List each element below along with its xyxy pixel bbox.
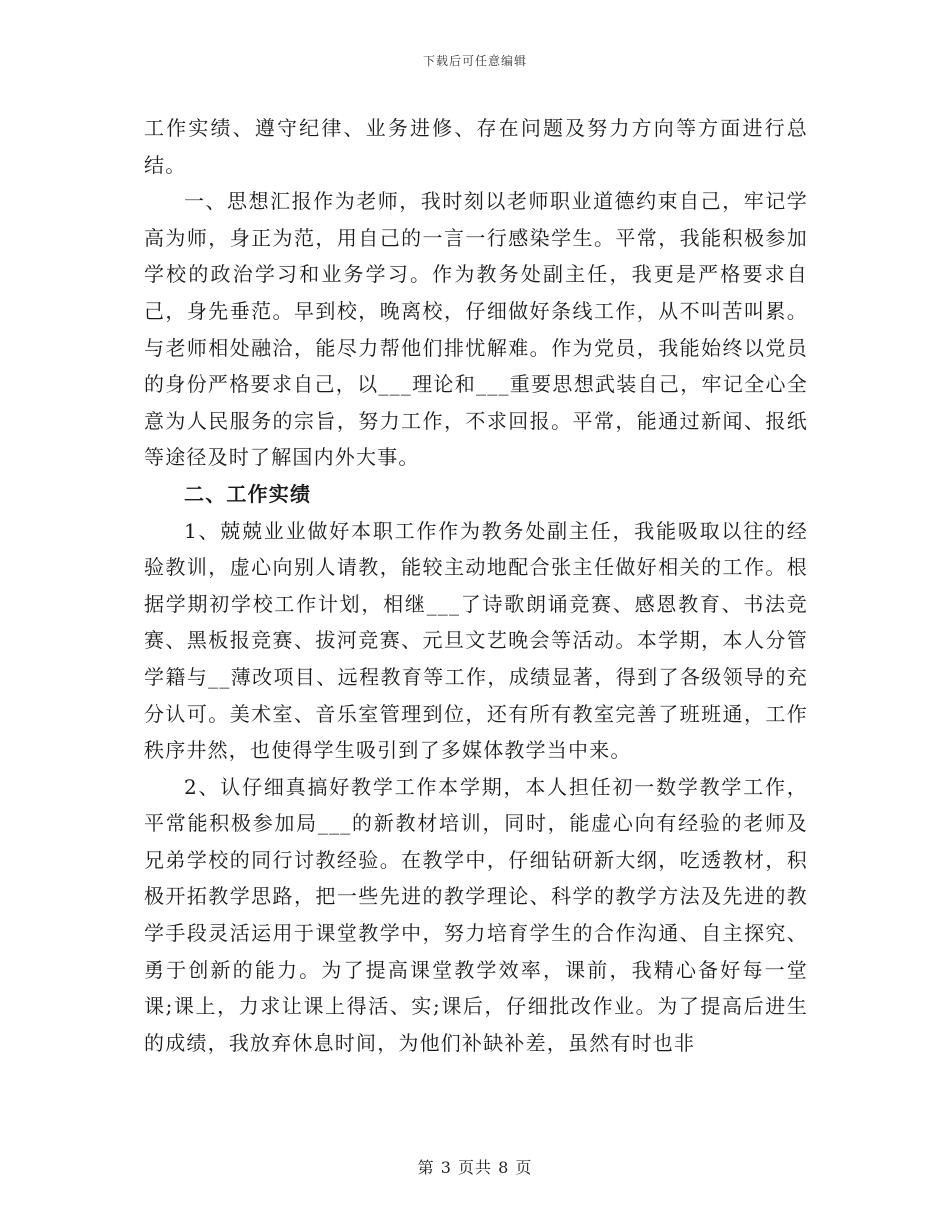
page-header: 下载后可任意编辑 (422, 54, 527, 68)
paragraph-continuation: 工作实绩、遵守纪律、业务进修、存在问题及努力方向等方面进行总结。 (144, 116, 808, 177)
paragraph-ideology-report: 一、思想汇报作为老师，我时刻以老师职业道德约束自己，牢记学高为师，身正为范，用自己的一言一行感染学生。平常，我能积极参加学校的政治学习和业务学习。作为教务处副主任，我更是严格要求自己，身先垂范。早到校，晚离校，仔细做好条线工作，从不叫苦叫累。与老师相处融洽，能尽力帮他们排忧解难。作为党员，我能始终以党员的身份严格要求自己，以___理论和___重要思想武装自己，牢记全心全意为人民服务的宗旨，努力工作，不求回报。平常，能通过新闻、报纸等途径及时了解国内外大事。 (144, 189, 808, 470)
paragraph-teaching: 2、认仔细真搞好教学工作本学期，本人担任初一数学教学工作，平常能积极参加局___的新教材培训，同时，能虚心向有经验的老师及兄弟学校的同行讨教经验。在教学中，仔细钻研新大纲，吃透教材，积极开拓教学思路，把一些先进的教学理论、科学的教学方法及先进的教学手段灵活运用于课堂教学中，努力培育学生的合作沟通、自主探究、勇于创新的能力。为了提高课堂教学效率，课前，我精心备好每一堂课;课上，力求让课上得活、实;课后，仔细批改作业。为了提高后进生的成绩，我放弃休息时间，为他们补缺补差，虽然有时也非 (144, 774, 808, 1055)
paragraph-duties: 1、兢兢业业做好本职工作作为教务处副主任，我能吸取以往的经验教训，虚心向别人请教，能较主动地配合张主任做好相关的工作。根据学期初学校工作计划，相继___了诗歌朗诵竞赛、感恩教育、书法竞赛、黑板报竞赛、拔河竞赛、元旦文艺晚会等活动。本学期，本人分管学籍与__薄改项目、远程教育等工作，成绩显著，得到了各级领导的充分认可。美术室、音乐室管理到位，还有所有教室完善了班班通，工作秩序井然，也使得学生吸引到了多媒体教学当中来。 (144, 518, 808, 763)
section-heading-work-results: 二、工作实绩 (184, 481, 312, 506)
document-body (144, 110, 808, 1061)
page-footer: 第 3 页共 8 页 (417, 1158, 533, 1177)
